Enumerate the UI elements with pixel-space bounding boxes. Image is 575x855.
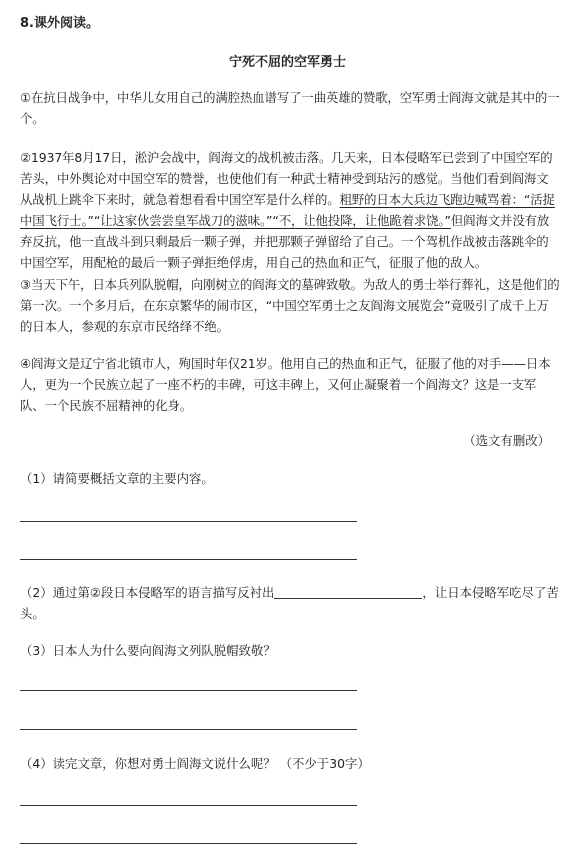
exercise-heading: 8.课外阅读。 <box>20 16 99 31</box>
paragraph-2-text-a: ②1937年8月17日，淞沪会战中，阎海文的战机被击落。几天来，日本侵略军已尝到了中国空军的苦头，中外舆论对中国空军的赞誉，也使他们有一种武士精神受到玷污的感觉。当他们看到阎海文从战机上跳伞下来时，就急着想看看中国空军是什么样的。 <box>20 150 553 207</box>
paragraph-1: ①在抗日战争中，中华儿女用自己的满腔热血谱写了一曲英雄的赞歌，空军勇士阎海文就是其中的一个。 <box>20 90 560 126</box>
answer-blank-q2[interactable] <box>274 584 422 599</box>
answer-line-q3-2[interactable] <box>20 729 357 730</box>
answer-line-q4-1[interactable] <box>20 805 357 806</box>
question-4: （4）读完文章，你想对勇士阎海文说什么呢？ （不少于30字） <box>20 756 370 771</box>
question-1: （1）请简要概括文章的主要内容。 <box>20 471 214 486</box>
answer-line-q1-1[interactable] <box>20 521 357 522</box>
paragraph-4: ④阎海文是辽宁省北镇市人，殉国时年仅21岁。他用自己的热血和正气，征服了他的对手——日本人，更为一个民族立起了一座不朽的丰碑，可这丰碑上，又何止凝聚着一个阎海文？这是一支军队、一个民族不屈精神的化身。 <box>20 356 551 413</box>
article-title: 宁死不屈的空军勇士 <box>228 55 346 70</box>
paragraph-3: ③当天下午，日本兵列队脱帽，向刚树立的阎海文的墓碑致敬。为敌人的勇士举行葬礼，这是他们的第一次。一个多月后，在东京繁华的闹市区，“中国空军勇士之友阎海文展览会”竟吸引了成千上万的日本人，参观的东京市民络绎不绝。 <box>20 277 560 334</box>
paragraph-2-underlined-quote: 粗野的日本大兵边飞跑边喊骂着：“活捉中国飞行士。”“让这家伙尝尝皇军战刀的滋味。”“不，让他投降，让他跪着求饶。” <box>20 192 555 228</box>
question-2 <box>20 582 560 624</box>
paragraph-2-text-b: 但阎海文并没有放弃反抗，他一直战斗到只剩最后一颗子弹，并把那颗子弹留给了自己。一个驾机作战被击落跳伞的中国空军，用配枪的最后一颗子弹拒绝俘虏，用自己的热血和正气，征服了他的敌人。 <box>20 213 550 270</box>
paragraph-2 <box>20 147 560 273</box>
answer-line-q3-1[interactable] <box>20 690 357 691</box>
answer-line-q4-2[interactable] <box>20 843 357 844</box>
question-3: （3）日本人为什么要向阎海文列队脱帽致敬？ <box>20 643 276 658</box>
source-note: （选文有删改） <box>463 433 550 448</box>
answer-line-q1-2[interactable] <box>20 559 357 560</box>
question-2-text-b: ，让日本侵略军吃尽了苦头。 <box>20 585 559 621</box>
question-2-text-a: （2）通过第②段日本侵略军的语言描写反衬出 <box>20 585 275 600</box>
